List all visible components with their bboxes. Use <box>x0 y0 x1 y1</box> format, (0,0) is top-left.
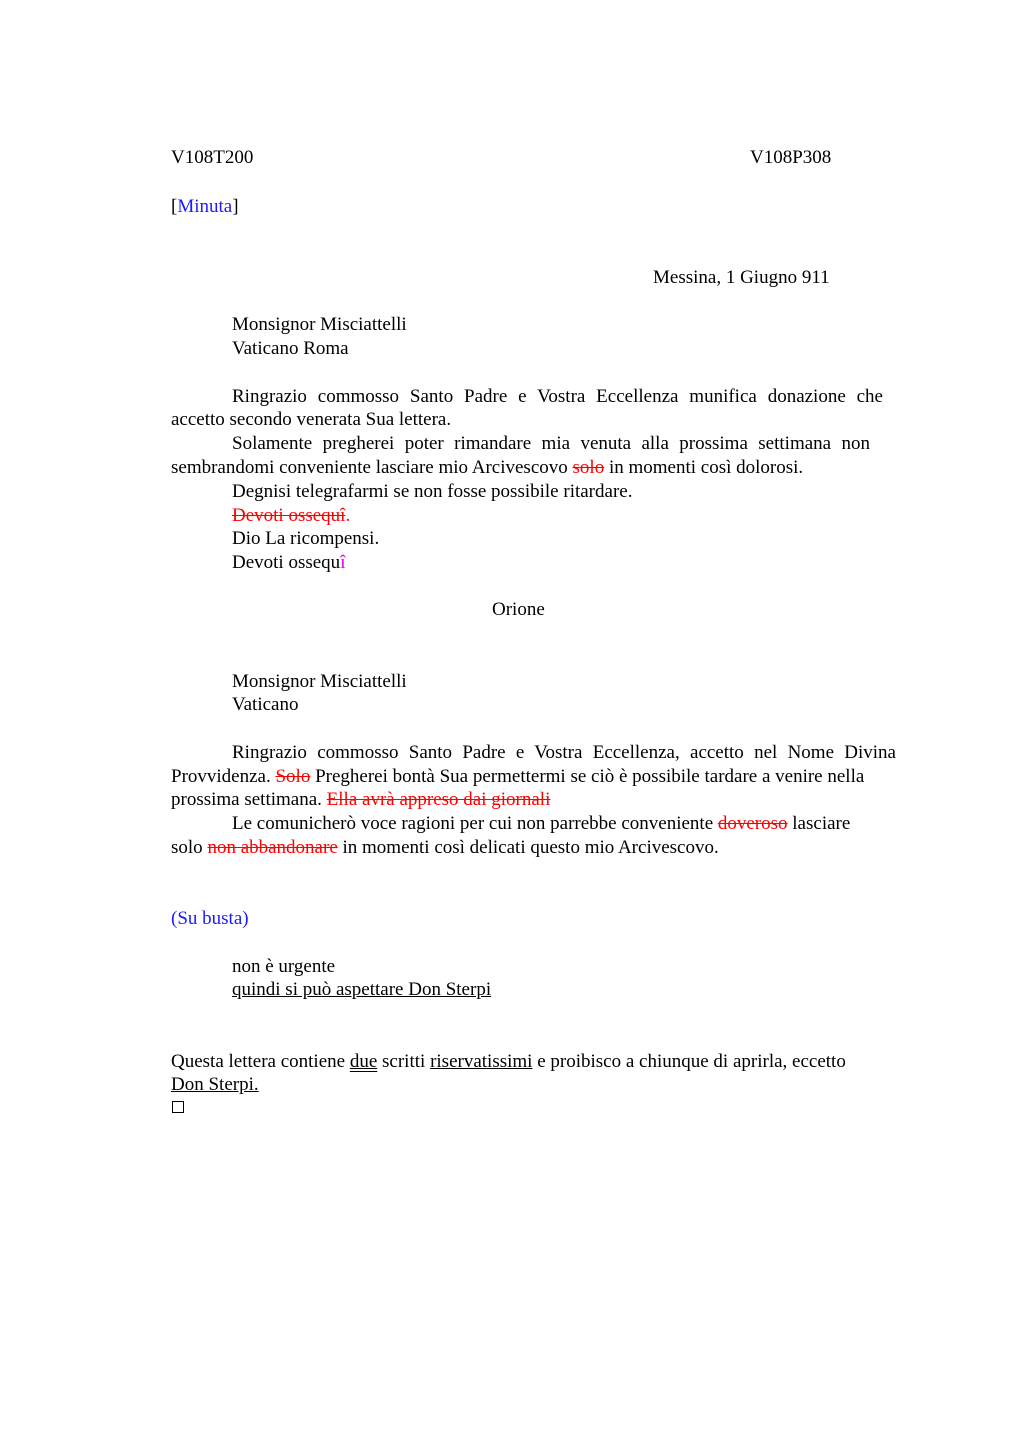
letter2-p2-line1-text-a: Le comunicherò voce ragioni per cui non parrebbe conveniente <box>232 813 718 834</box>
letter1-closing-text: Devoti ossequ <box>232 552 341 573</box>
note-underlined-riservatissimi: riservatissimi <box>430 1051 533 1072</box>
letter1-recipient-name: Monsignor Misciattelli <box>232 314 407 335</box>
note-text-b: scritti <box>377 1051 431 1072</box>
letter2-p2-line2-text-b: in momenti così delicati questo mio Arcivescovo. <box>337 837 719 858</box>
letter1-closing <box>232 551 345 575</box>
note-text-c: e proibisco a chiunque di aprirla, eccetto <box>532 1051 846 1072</box>
deleted-phrase: non abbandonare <box>207 837 338 858</box>
envelope-line1: non è urgente <box>232 956 336 977</box>
deleted-phrase: Ella avrà appreso dai giornali <box>326 789 551 810</box>
letter2-p1-line3-text: prossima settimana. <box>171 789 327 810</box>
letter2-p2-line2-text-a: solo <box>171 837 208 858</box>
deleted-word: Solo <box>275 766 311 787</box>
letter2-p2-line1-text-b: lasciare <box>787 813 851 834</box>
deleted-closing-dot: . <box>345 505 351 526</box>
deleted-word: doveroso <box>717 813 788 834</box>
letter2-p1-line3 <box>171 788 550 812</box>
signature: Orione <box>492 599 545 620</box>
note-text-a: Questa lettera contiene <box>171 1051 350 1072</box>
inserted-accent: î <box>340 552 346 573</box>
letter2-recipient-name: Monsignor Misciattelli <box>232 671 407 692</box>
document-code-left: V108T200 <box>171 147 254 168</box>
letter2-p1-line1: Ringrazio commosso Santo Padre e Vostra Eccellenza, accetto nel Nome Divina <box>232 742 896 763</box>
letter1-p3: Degnisi telegrafarmi se non fosse possibile ritardare. <box>232 481 633 502</box>
letter1-p2-line2-text-b: in momenti così dolorosi. <box>604 457 804 478</box>
letter2-p1-line2 <box>171 765 864 789</box>
note-line1 <box>171 1050 846 1074</box>
letter1-p2-line1: Solamente pregherei poter rimandare mia venuta alla prossima settimana non <box>232 433 870 454</box>
envelope-line2: quindi si può aspettare Don Sterpi <box>232 979 492 1000</box>
note-line2: Don Sterpi. <box>171 1074 259 1095</box>
letter1-p1-line2: accetto secondo venerata Sua lettera. <box>171 409 452 430</box>
letter2-recipient-place: Vaticano <box>232 694 299 715</box>
letter2-p1-line2-text-a: Provvidenza. <box>171 766 276 787</box>
document-code-right: V108P308 <box>750 147 832 168</box>
letter2-p2-line1 <box>232 812 850 836</box>
date-line: Messina, 1 Giugno 911 <box>653 267 830 288</box>
note-underlined-due: due <box>349 1051 378 1072</box>
letter1-struck-closing <box>232 504 350 528</box>
letter1-p2-line2 <box>171 456 803 480</box>
deleted-closing: Devoti ossequî <box>232 505 346 526</box>
letter2-p2-line2 <box>171 836 719 860</box>
letter1-p4: Dio La ricompensi. <box>232 528 380 549</box>
envelope-label: (Su busta) <box>171 908 249 929</box>
minuta-label <box>171 195 239 219</box>
letter1-recipient-place: Vaticano Roma <box>232 338 349 359</box>
letter1-p1-line1: Ringrazio commosso Santo Padre e Vostra Eccellenza munifica donazione che <box>232 386 883 407</box>
checkbox-square-icon <box>172 1101 184 1113</box>
letter1-p2-line2-text-a: sembrandomi conveniente lasciare mio Arcivescovo <box>171 457 573 478</box>
deleted-word: solo <box>572 457 605 478</box>
bracket-open: [ <box>171 196 178 217</box>
minuta-text: Minuta <box>177 196 233 217</box>
bracket-close: ] <box>232 196 239 217</box>
letter2-p1-line2-text-b: Pregherei bontà Sua permettermi se ciò è possibile tardare a venire nella <box>310 766 865 787</box>
